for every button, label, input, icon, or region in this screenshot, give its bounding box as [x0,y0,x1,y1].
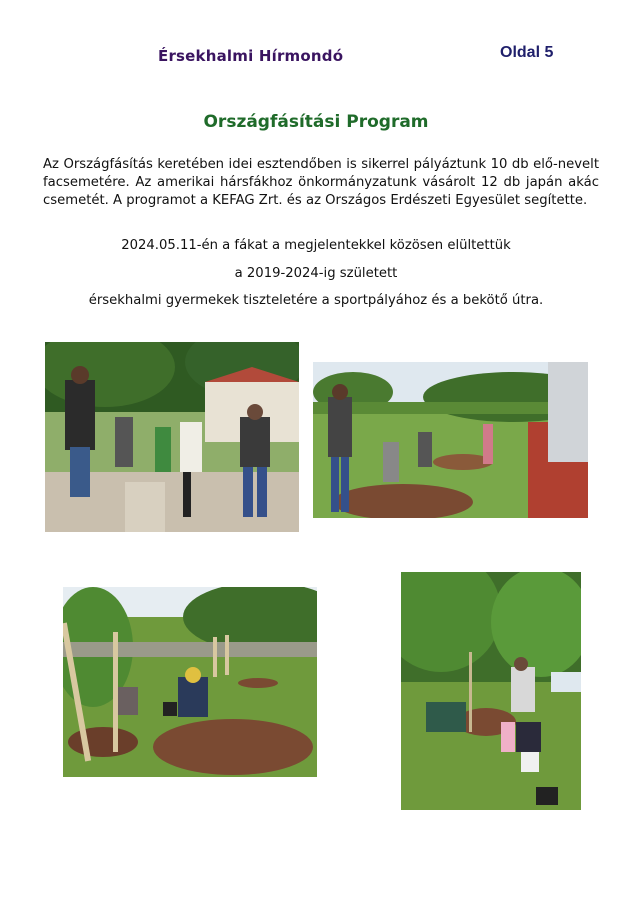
article-line-3: érsekhalmi gyermekek tiszteletére a sportpályához és a bekötő útra. [88,293,544,308]
article-paragraph: Az Országfásítás keretében idei esztendőben is sikerrel pályáztunk 10 db elő-nevelt facsemetére. Az amerikai hársfákhoz önkormányzatunk vásárolt 12 db japán akác csemetét. A programot a KEFAG Zrt. és az Országos Erdészeti Egyesület segítette. [43,157,599,208]
article-title: Országfásítási Program [203,112,429,132]
photo-planting-field [313,362,588,518]
article-line-1: 2024.05.11-én a fákat a megjelentekkel közösen elültettük [121,238,511,253]
newspaper-name: Érsekhalmi Hírmondó [158,47,344,65]
article-line-2: a 2019-2024-ig született [234,266,398,281]
photo-digging-saplings [63,587,317,777]
page-number: Oldal 5 [500,44,554,61]
photo-family-planting [401,572,581,810]
photo-courtyard-gathering [45,342,299,532]
